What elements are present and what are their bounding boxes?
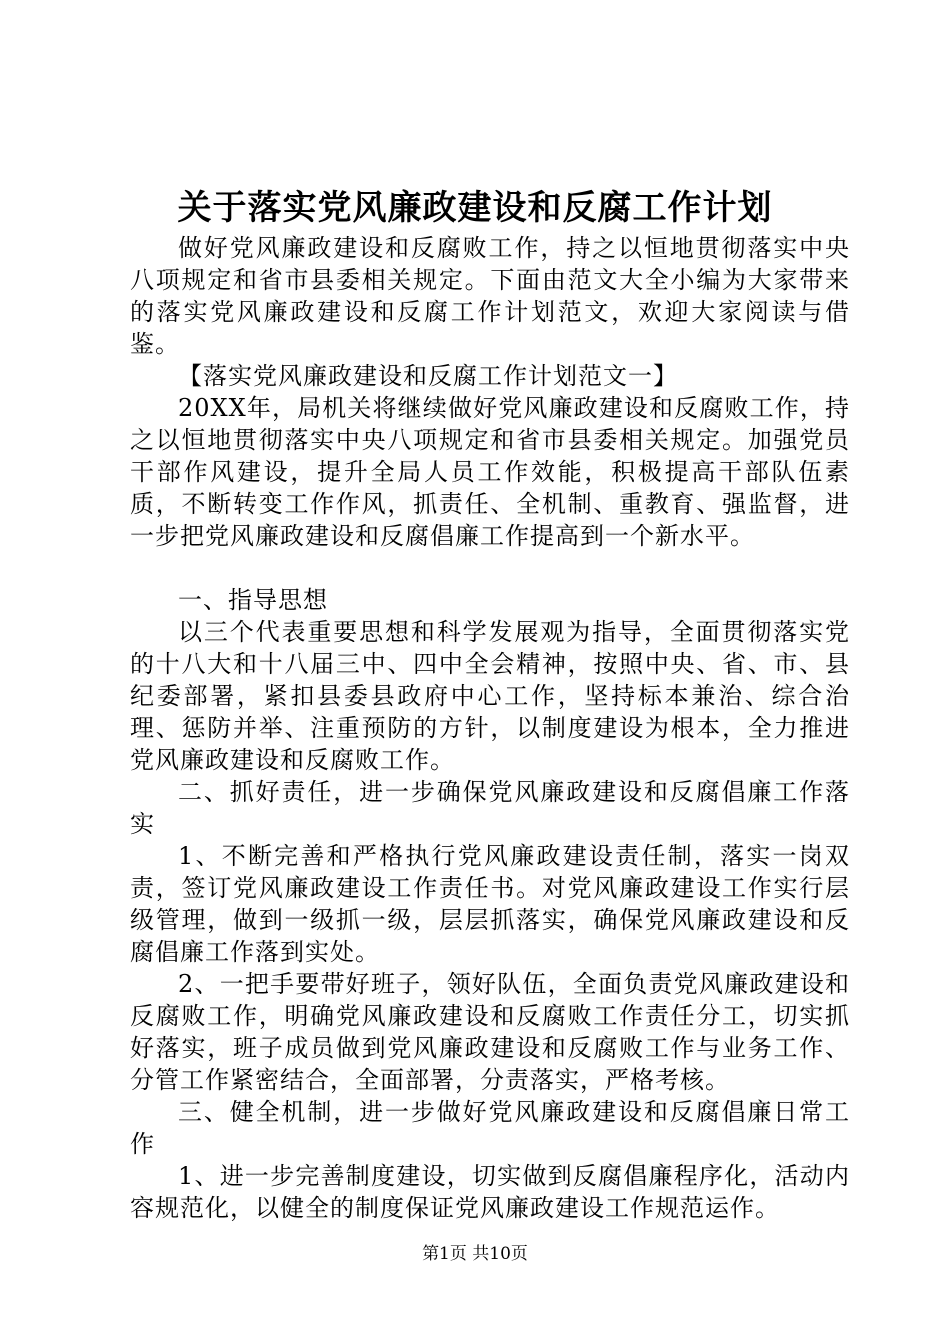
intro-paragraph: 做好党风廉政建设和反腐败工作，持之以恒地贯彻落实中央八项规定和省市县委相关规定。下面由范文大全小编为大家带来的落实党风廉政建设和反腐工作计划范文，欢迎大家阅读与借鉴。 [130, 234, 850, 358]
paragraph-spacer [130, 552, 850, 584]
page-number-footer: 第1页 共10页 [422, 1244, 528, 1264]
responsibility-item-1: 1、不断完善和严格执行党风廉政建设责任制，落实一岗双责，签订党风廉政建设工作责任书。对党风廉政建设工作实行层级管理，做到一级抓一级，层层抓落实，确保党风廉政建设和反腐倡廉工作落到实处。 [130, 842, 850, 966]
guiding-thought-paragraph: 以三个代表重要思想和科学发展观为指导，全面贯彻落实党的十八大和十八届三中、四中全会精神，按照中央、省、市、县纪委部署，紧扣县委县政府中心工作，坚持标本兼治、综合治理、惩防并举、注重预防的方针，以制度建设为根本，全力推进党风廉政建设和反腐败工作。 [130, 618, 850, 774]
mechanism-item-1: 1、进一步完善制度建设，切实做到反腐倡廉程序化，活动内容规范化，以健全的制度保证党风廉政建设工作规范运作。 [130, 1162, 850, 1222]
document-body [130, 232, 850, 1224]
responsibility-item-2: 2、一把手要带好班子，领好队伍，全面负责党风廉政建设和反腐败工作，明确党风廉政建设和反腐败工作责任分工，切实抓好落实，班子成员做到党风廉政建设和反腐败工作与业务工作、分管工作紧密结合，全面部署，分责落实，严格考核。 [130, 970, 850, 1094]
section-heading-responsibility: 二、抓好责任，进一步确保党风廉政建设和反腐倡廉工作落实 [130, 778, 850, 838]
section-heading-mechanism: 三、健全机制，进一步做好党风廉政建设和反腐倡廉日常工作 [130, 1098, 850, 1158]
overview-paragraph: 20XX年，局机关将继续做好党风廉政建设和反腐败工作，持之以恒地贯彻落实中央八项规定和省市县委相关规定。加强党员干部作风建设，提升全局人员工作效能，积极提高干部队伍素质，不断转变工作作风，抓责任、全机制、重教育、强监督，进一步把党风廉政建设和反腐倡廉工作提高到一个新水平。 [130, 394, 850, 550]
document-title: 关于落实党风廉政建设和反腐工作计划 [177, 188, 773, 228]
section-heading-guiding-thought: 一、指导思想 [178, 586, 328, 614]
section-heading-sample-one: 【落实党风廉政建设和反腐工作计划范文一】 [178, 362, 678, 390]
